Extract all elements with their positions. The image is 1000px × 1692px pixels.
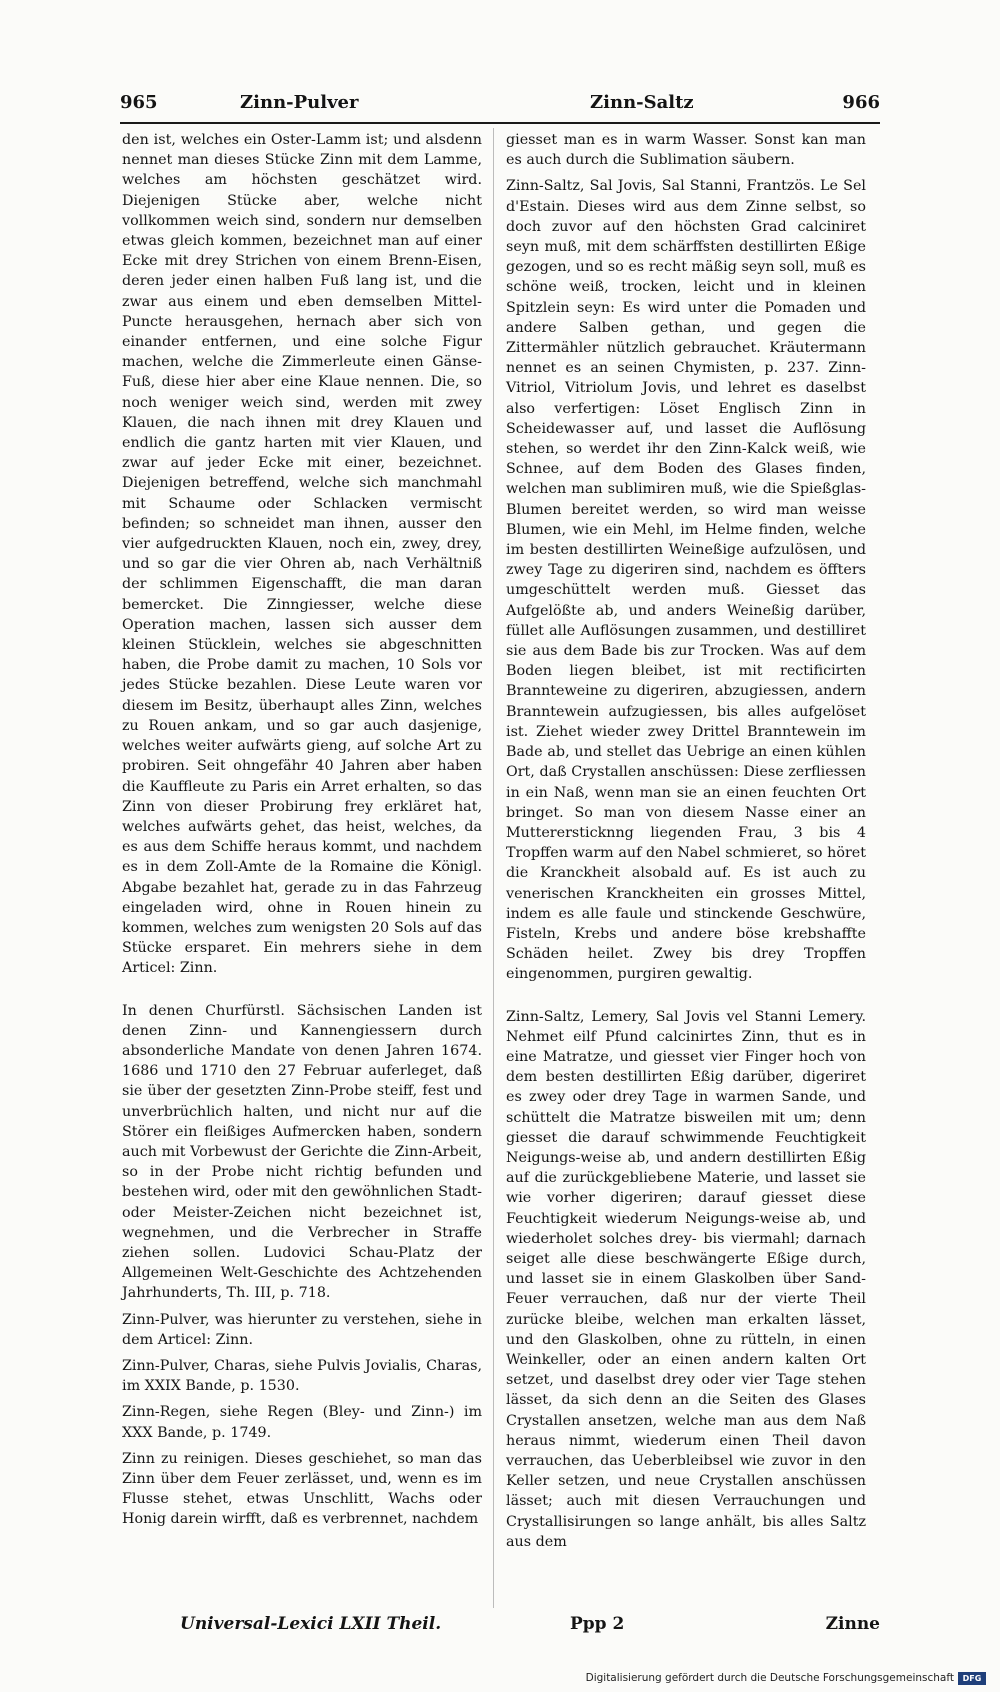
column-divider [493,128,494,1608]
running-header [120,86,880,120]
paragraph-zinn-probe-cont: den ist, welches ein Oster-Lamm ist; und alsdenn nennet man dieses Stücke Zinn mit dem Lamme, welches am höchsten geschätzet wird. Diejenigen Stücke aber, welche nicht vollkommen weich sind, sondern nur demselben etwas gleich kommen, bezeichnet man auf einer Ecke mit drey Strichen von einem Brenn-Eisen, deren jeder einen halben Fuß lang ist, und die zwar aus einem und eben demselben Mittel-Puncte herausgehen, hernach aber sich von einander entfernen, und eine solche Figur machen, welche die Zimmerleute einen Gänse-Fuß, diese hier aber eine Klaue nennen. Die, so noch weniger weich sind, werden mit zwey Klauen, die nach ihnen mit drey Klauen und endlich die gantz harten mit vier Klauen, und zwar auf jeder Ecke mit einer, bezeichnet. Diejenigen betreffend, welche sich manchmahl mit Schaume oder Schlacken vermischt befinden; so schneidet man ihnen, ausser den vier aufgedruckten Klauen, noch ein, zwey, drey, und so gar die vier Ohren ab, nach Verhältniß der schlimmen Eigenschafft, die man daran bemercket. Die Zinngiesser, welche diese Operation machen, lassen sich ausser dem kleinen Stücklein, welches sie abgeschnitten haben, die Probe damit zu machen, 10 Sols vor jedes Stücke bezahlen. Diese Leute waren vor diesem im Besitz, überhaupt alles Zinn, welches zu Rouen ankam, und so gar auch dasjenige, welches weiter aufwärts gieng, auf solche Art zu probiren. Seit ohngefähr 40 Jahren aber haben die Kauffleute zu Paris ein Arret erhalten, so das Zinn von dieser Probirung frey erkläret hat, welches aufwärts gehet, das heist, welches, da es aus dem Schiffe heraus kommt, und nachdem es in dem Zoll-Amte de la Romaine die Königl. Abgabe bezahlet hat, gerade zu in das Fahrzeug eingeladen wird, ohne in Rouen hinein zu kommen, welches zum wenigsten 20 Sols auf das Stücke ersparet. Ein mehrers siehe in dem Articel: Zinn. [122,132,482,977]
paragraph-saxon-mandate: In denen Churfürstl. Sächsischen Landen ist denen Zinn- und Kannengiessern durch absonderliche Mandate von denen Jahren 1674. 1686 und 1710 den 27 Februar auferleget, daß sie über der gesetzten Zinn-Probe steiff, fest und unverbrüchlich halten, und nicht nur auf die Störer ein fleißiges Aufmercken haben, sondern auch mit Vorbewust der Gerichte die Zinn-Arbeit, so in der Probe nicht richtig befunden und bestehen wird, oder mit den gewöhnlichen Stadt- oder Meister-Zeichen nicht bezeichnet ist, wegnehmen, und die Verbrecher in Straffe ziehen sollen. Ludovici Schau-Platz der Allgemeinen Welt-Geschichte des Achtzehenden Jahrhunderts, Th. III, p. 718. [122,1002,482,1302]
header-rule [120,122,880,124]
paragraph-gap [122,979,482,1001]
entry-zinn-regen: Zinn-Regen, siehe Regen (Bley- und Zinn-) im XXX Bande, p. 1749. [122,1404,482,1441]
right-column [506,130,866,1552]
left-running-title: Zinn-Pulver [240,92,359,113]
paragraph-reinigen-cont: giesset man es in warm Wasser. Sonst kan man es auch durch die Sublimation säubern. [506,132,866,169]
entry-zinn-pulver: Zinn-Pulver, was hierunter zu verstehen, siehe in dem Articel: Zinn. [122,1311,482,1348]
sheet-mark: Ppp 2 [570,1614,625,1634]
entry-zinn-reinigen: Zinn zu reinigen. Dieses geschiehet, so man das Zinn über dem Feuer zerlässet, und, wenn es im Flusse stehet, etwas Unschlitt, Wachs oder Honig darein wirfft, daß es verbrennet, nachdem [122,1450,482,1528]
credit-text: Digitalisierung gefördert durch die Deutsche Forschungsgemeinschaft [585,1672,954,1684]
right-page-number: 966 [842,92,880,113]
left-column [122,130,482,1530]
entry-zinn-saltz: Zinn-Saltz, Sal Jovis, Sal Stanni, Frantzös. Le Sel d'Estain. Dieses wird aus dem Zinne selbst, so doch zuvor auf den höchsten Grad calciniret seyn muß, mit dem schärffsten destillirten Eßige gezogen, und so es recht mäßig seyn soll, muß es schöne weiß, trocken, leicht und in kleinen Spitzlein seyn: Es wird unter die Pomaden und andere Salben gethan, und gegen die Zittermähler nützlich gebrauchet. Kräutermann nennet es an seinen Chymisten, p. 237. Zinn-Vitriol, Vitriolum Jovis, und lehret es daselbst also verfertigen: Löset Englisch Zinn in Scheidewasser auf, und lasset die Auflösung stehen, so werdet ihr den Zinn-Kalck weiß, wie Schnee, auf dem Boden des Glases finden, welchen man sublimiren muß, wie die Spießglas-Blumen bereitet werden, so wird man weisse Blumen, wie ein Mehl, im Helme finden, welche im besten destillirten Weineßige aufzulösen, und zwey Tage zu digeriren sind, nachdem es öffters umgeschüttelt werden muß. Giesset das Aufgelößte ab, und anders Weineßig darüber, füllet alle Auflösungen zusammen, und destilliret sie aus dem Bade bis zur Trocken. Was auf dem Boden liegen bleibet, ist mit rectificirten Brannteweine zu digeriren, abzugiessen, andern Branntewein aufzugiessen, bis alles aufgelöset ist. Ziehet wieder zwey Drittel Branntewein im Bade ab, und stellet das Uebrige an einen kühlen Ort, daß Crystallen anschüssen: Diese zerfliessen in ein Naß, wenn man sie an einen feuchten Ort bringet. So man von diesem Nasse einer an Mutterersticknng liegenden Frau, 3 bis 4 Tropffen warm auf den Nabel schmieret, so höret die Kranckheit alsobald auf. Es ist auch zu venerischen Kranckheiten ein grosses Mittel, indem es alle faule und stinckende Geschwüre, Fisteln, Krebs und andere böse krebshaffte Schäden heilet. Zwey bis drey Tropffen eingenommen, purgiren gewaltig. [506,178,866,983]
right-running-title: Zinn-Saltz [590,92,694,113]
paragraph-gap [506,985,866,1007]
entry-zinn-pulver-charas: Zinn-Pulver, Charas, siehe Pulvis Jovialis, Charas, im XXIX Bande, p. 1530. [122,1357,483,1395]
entry-zinn-saltz-lemery: Zinn-Saltz, Lemery, Sal Jovis vel Stanni Lemery. Nehmet eilf Pfund calcinirtes Zinn, thut es in eine Matratze, und giesset vier Finger hoch von dem besten destillirten Eßig darüber, digeriret es zwey oder drey Tage in warmen Sande, und schüttelt die Matratze bisweilen mit um; denn giesset die darauf schwimmende Feuchtigkeit Neigungs-weise ab, und andern destillirten Eßig auf die zurückgebliebene Materie, und lasset sie wie vorher digeriren; darauf giesset diese Feuchtigkeit wiederum Neigungs-weise ab, und wiederholet solches drey- bis viermahl; darnach seiget alle diese beschwängerte Eßige durch, und lasset sie in einem Glaskolben über Sand-Feuer verrauchen, daß nur der vierte Theil zurücke bleibe, welchen man erkalten lässet, und den Glaskolben, ohne zu rütteln, in einen Weinkeller, oder an einen andern kalten Ort setzet, und daselbst drey oder vier Tage stehen lässet, da sich denn an die Seiten des Glases Crystallen ansetzen, welche man aus dem Naß heraus nimmt, wiederum einen Theil davon verrauchen, das Ueberbleibsel wie zuvor in den Keller setzen, und neue Crystallen anschüssen lässet; auch mit diesen Verrauchungen und Crystallisirungen so lange anhält, bis alles Saltz aus dem [506,1008,866,1550]
left-page-number: 965 [120,92,158,113]
signature-line: Universal-Lexici LXII Theil. [180,1614,442,1634]
dfg-logo-icon: DFG [958,1672,986,1685]
page-footer [120,1610,880,1640]
catchword: Zinne [825,1614,880,1634]
digitization-credit [586,1670,986,1686]
